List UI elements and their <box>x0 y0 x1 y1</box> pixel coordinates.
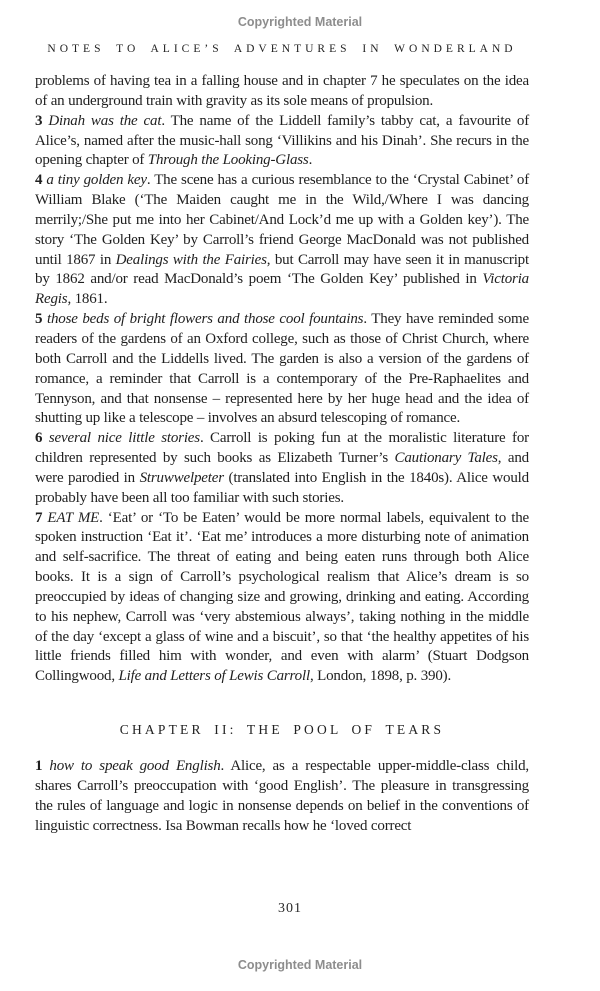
copyright-watermark-bottom: Copyrighted Material <box>237 958 363 972</box>
text-segment: . <box>308 152 313 169</box>
text-segment: those beds of bright flowers and those cool fountains <box>46 311 364 328</box>
note-paragraph <box>35 509 529 688</box>
text-segment: several nice little stories <box>48 430 200 447</box>
text-segment: , London, 1898, p. 390). <box>309 668 452 685</box>
text-segment: problems of having tea in a falling house and in chapter 7 he speculates on the idea of an underground train with gravity as its sole means of propulsion. <box>35 73 529 109</box>
note-paragraph <box>35 757 529 836</box>
note-number: 4 <box>35 172 47 189</box>
text-segment: . The scene has a curious resemblance to the ‘Crystal Cabinet’ of William Blake (‘The Maiden caught me in the Wild,/Where I was dancing merrily;/She put me into her Cabinet/And Lock’d me up with a Golden key’). The story ‘The Golden Key’ by Carroll’s friend George MacDonald was not published until 1867 in <box>35 172 530 268</box>
text-segment: , but Carroll may have seen it in manuscript by 1862 and/or read MacDonald’s poem ‘The Golden Key’ published in <box>35 251 529 288</box>
note-paragraph <box>35 112 529 172</box>
text-segment: . They have reminded some readers of the gardens of an Oxford college, such as those of Christ Church, where both Carroll and the Liddells lived. The garden is also a version of the gardens of romance, a reminder that Carroll is a contemporary of the Pre-Raphaelites and Tennyson, and that nonsense – represented here by her huge head and the idea of shutting up like a telescope – involves an absurd telescoping of romance. <box>35 311 529 427</box>
text-segment: Struwwelpeter <box>139 469 224 486</box>
page-number: 301 <box>278 901 302 916</box>
text-segment: . Carroll is poking fun at the moralistic literature for children represented by such books as Elizabeth Turner’s <box>35 430 529 467</box>
chapter-heading: CHAPTER II: THE POOL OF TEARS <box>119 722 445 738</box>
text-segment: . Alice, as a respectable upper-middle-class child, shares Carroll’s preoccupation with ‘good English’. The pleasure in transgressing the rules of language and logic in nonsense depends on belief in the conventions of linguistic correctness. Isa Bowman recalls how he ‘loved correct <box>35 758 529 834</box>
text-segment: Through the Looking-Glass <box>147 152 309 169</box>
continuation-paragraph <box>35 72 529 112</box>
note-number: 1 <box>35 758 50 774</box>
text-segment: Dealings with the Fairies <box>115 251 267 268</box>
text-segment: how to speak good English <box>49 758 221 774</box>
text-segment: Victoria Regis <box>35 271 529 308</box>
note-number: 5 <box>35 311 47 328</box>
text-segment: a tiny golden key <box>46 172 147 189</box>
text-segment: EAT ME <box>47 509 100 526</box>
note-number: 7 <box>35 509 48 526</box>
note-number: 6 <box>35 430 49 447</box>
copyright-watermark-top: Copyrighted Material <box>237 15 363 29</box>
note-paragraph <box>35 429 529 508</box>
text-segment: , 1861. <box>67 291 108 308</box>
text-segment: Dinah was the cat <box>48 112 162 129</box>
text-segment: , and were parodied in <box>35 450 529 486</box>
text-segment: . The name of the Liddell family’s tabby cat, a favourite of Alice’s, named after the music-hall song ‘Villikins and his Dinah’. She recurs in the opening chapter of <box>35 112 530 169</box>
text-segment: Cautionary Tales <box>394 450 498 467</box>
running-head: NOTES TO ALICE’S ADVENTURES IN WONDERLAND <box>47 43 517 55</box>
note-paragraph <box>35 171 529 310</box>
text-segment: . ‘Eat’ or ‘To be Eaten’ would be more normal labels, equivalent to the spoken instruction ‘Eat it’. ‘Eat me’ introduces a more disturbing note of animation and self-sacrifice. The threat of eating and being eaten runs through both Alice books. It is a sign of Carroll’s psychological realism that Alice’s dream is so preoccupied by ideas of changing size and growing, drinking and eating. According to his nephew, Carroll was ‘very abstemious always’, taking nothing in the middle of the day ‘except a glass of wine and a biscuit’, so that ‘the healthy appetites of his little friends filled him with wonder, and even with alarm’ (Stuart Dodgson Collingwood, <box>35 509 529 685</box>
text-segment: Life and Letters of Lewis Carroll <box>118 668 310 685</box>
note-paragraph <box>35 310 529 429</box>
page-body <box>35 72 529 836</box>
text-segment: (translated into English in the 1840s). Alice would probably have been all too familiar with such stories. <box>35 469 529 506</box>
note-number: 3 <box>35 112 49 129</box>
